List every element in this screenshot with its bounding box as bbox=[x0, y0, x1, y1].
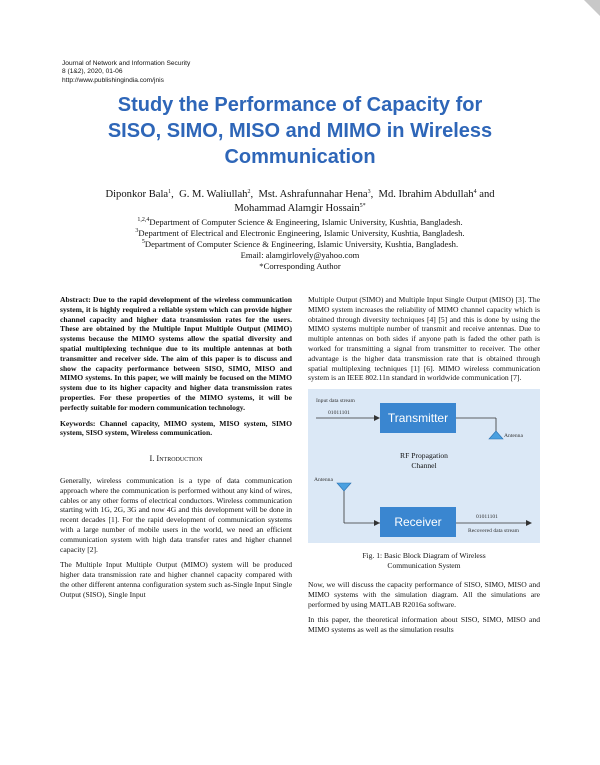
author-and: and bbox=[479, 189, 495, 200]
caption-line-1: Fig. 1: Basic Block Diagram of Wireless bbox=[362, 551, 486, 561]
author-5-sup: 5* bbox=[359, 203, 366, 209]
section-heading-introduction bbox=[60, 454, 292, 464]
affiliation-3-sup: 5 bbox=[141, 239, 145, 245]
affiliation-1-text: Department of Computer Science & Engineering, Islamic University, Kushtia, Bangladesh. bbox=[149, 217, 463, 227]
right-paragraph-3: In this paper, the theoretical information about SISO, SIMO, MISO and MIMO systems as well as the simulation results bbox=[308, 615, 540, 635]
author-3: Mst. Ashrafunnahar Hena bbox=[258, 189, 368, 200]
block-diagram-figure bbox=[308, 389, 540, 543]
affiliation-2-sup: 3 bbox=[135, 228, 139, 234]
tx-antenna-icon bbox=[489, 431, 503, 439]
author-line-1: Diponkor Bala$^1$, G. M. Waliullah$^2$, Mst. Ashrafunnahar Hena$^3$, Md. Ibrahim Abdullah$^4$ and bbox=[105, 189, 495, 200]
title-line-2: SISO, SIMO, MISO and MIMO in Wireless bbox=[107, 120, 493, 142]
affiliation-2-text: Department of Electrical and Electronic Engineering, Islamic University, Kushtia, Bangladesh. bbox=[138, 228, 465, 238]
right-column bbox=[308, 295, 540, 641]
channel-label bbox=[378, 451, 470, 470]
journal-name: Journal of Network and Information Security bbox=[62, 60, 191, 67]
paper-title bbox=[60, 92, 540, 170]
author-line-2 bbox=[70, 202, 530, 216]
output-data-label: Recovered data stream bbox=[468, 528, 519, 535]
right-paragraph-2: Now, we will discuss the capacity performance of SISO, SIMO, MISO and MIMO systems with the simulation diagram. All the simulations are performed by using MATLAB R2016a software. bbox=[308, 579, 540, 609]
author-4: Md. Ibrahim Abdullah bbox=[378, 189, 474, 200]
channel-label-line-1: RF Propagation bbox=[400, 451, 448, 461]
intro-paragraph-2: The Multiple Input Multiple Output (MIMO) system will be produced higher data transmission rate and higher channel capacity compared with the other different antenna configuration system such as-Single Input Single Output (SISO), Single Input bbox=[60, 560, 292, 599]
channel-label-line-2: Channel bbox=[411, 460, 437, 470]
title-line-3: Communication bbox=[224, 146, 376, 168]
figure-caption bbox=[308, 551, 540, 570]
author-2: G. M. Waliullah bbox=[179, 189, 248, 200]
section-title: Introduction bbox=[156, 454, 203, 464]
author-4-sup: 4 bbox=[473, 189, 477, 195]
page-corner-fold bbox=[584, 0, 600, 16]
affiliation-1 bbox=[70, 217, 530, 228]
journal-issue: 8 (1&2), 2020, 01-06 bbox=[62, 68, 123, 76]
author-2-sup: 2 bbox=[247, 189, 251, 195]
output-arrow-head bbox=[526, 520, 532, 526]
title-line-1: Study the Performance of Capacity for bbox=[117, 94, 483, 116]
abstract: Abstract: Due to the rapid development of the wireless communication system, it is highly required a reliable system which can provide higher channel capacity and higher data transmission rates for the users. These are obtained by the Multiple Input Multiple Output (MIMO) systems because the MIMO systems allow the spatial diversity and spatial multiplexing technique due to its multiple antennas at both transmitter and receiver side. The aim of this paper is to discuss and show the capacity performance between SISO, SIMO, MISO and MIMO systems. In this paper, we will mainly be focused on the MIMO system due to its higher capacity and higher data transmission rates properties. For these properties of the MIMO systems, it will be perfectly suitable for modern communication technology. bbox=[60, 295, 292, 412]
author-1: Diponkor Bala bbox=[105, 189, 169, 200]
input-data-label: Input data stream bbox=[316, 398, 355, 405]
affiliation-1-sup: 1,2,4 bbox=[137, 217, 150, 223]
author-3-sup: 3 bbox=[367, 189, 371, 195]
section-number: I. bbox=[149, 454, 155, 464]
keywords: Keywords: Channel capacity, MIMO system, MISO system, SIMO system, SISO system, Wireless communication. bbox=[60, 418, 292, 438]
affiliation-3 bbox=[70, 239, 530, 250]
author-1-sup: 1 bbox=[168, 189, 172, 195]
output-bits: 01011101 bbox=[476, 514, 498, 521]
corresponding-author: *Corresponding Author bbox=[259, 261, 341, 271]
author-list bbox=[70, 188, 530, 216]
contact-email[interactable]: Email: alamgirlovely@yahoo.com bbox=[240, 250, 360, 260]
input-bits: 01011101 bbox=[328, 410, 350, 417]
affiliation-2 bbox=[70, 228, 530, 239]
journal-header bbox=[62, 60, 190, 85]
rx-antenna-icon bbox=[337, 483, 351, 491]
right-paragraph-1: Multiple Output (SIMO) and Multiple Input Single Output (MISO) [3]. The MIMO system increases the reliability of MIMO channel capacity which is obtained through diversity techniques [4] [5] and this is done by using the MIMO systems multiple number of transmit and receive antennas. Due to multiple antennas on both sides if anyone path is faded the other path is worked for transmitting a signal from transmitter to receiver. The other advantage is the higher data transmission rate that is obtained through spatial multiplexing techniques [1] [6]. MIMO wireless communication system is an IEEE 802.11n standard in worldwide communication [7]. bbox=[308, 295, 540, 383]
intro-paragraph-1: Generally, wireless communication is a type of data communication approach where the communication is performed without any kind of wires, cables or any other forms of electrical conductors. Wireless communication starting with 1G, 2G, 3G and now 4G and this development will be done in recent decades [1]. For the rapid development of communication systems with a large number of mobile users in the world, we need an efficient communication system with high data transfer rates and higher channel capacity [2]. bbox=[60, 475, 292, 554]
author-5: Mohammad Alamgir Hossain bbox=[234, 203, 360, 214]
transmitter-block: Transmitter bbox=[380, 403, 456, 433]
left-column bbox=[60, 295, 292, 606]
tx-antenna-label: Antenna bbox=[504, 433, 523, 440]
caption-line-2: Communication System bbox=[387, 560, 461, 570]
receiver-block: Receiver bbox=[380, 507, 456, 537]
rx-antenna-label: Antenna bbox=[314, 477, 333, 484]
affiliations bbox=[70, 217, 530, 272]
affiliation-3-text: Department of Computer Science & Engineering, Islamic University, Kushtia, Bangladesh. bbox=[144, 239, 459, 249]
journal-url[interactable]: http://www.publishingindia.com/jnis bbox=[62, 76, 164, 84]
